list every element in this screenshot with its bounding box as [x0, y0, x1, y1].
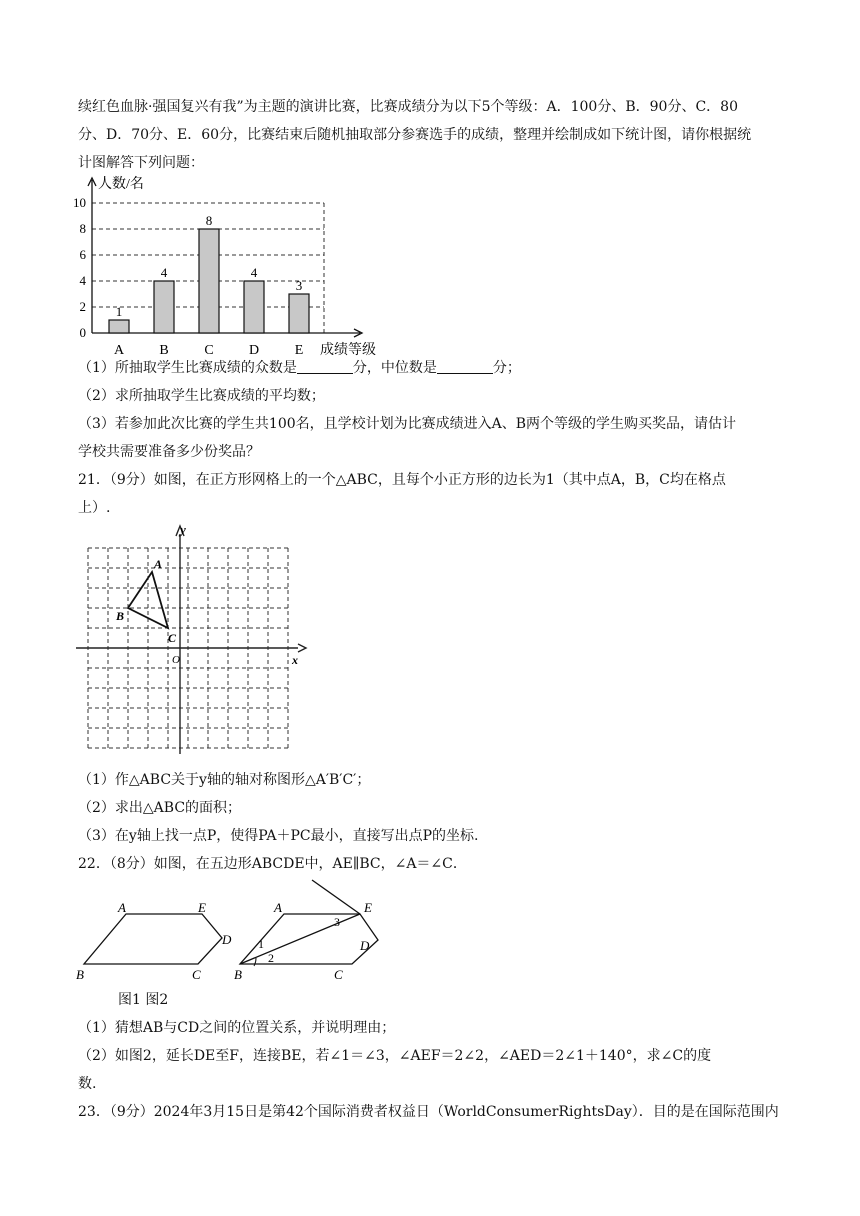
fig2-label-c: C	[334, 967, 343, 982]
point-a-label: A	[154, 557, 163, 571]
q22-sub1: （1）猜想AB与CD之间的位置关系，并说明理由；	[78, 1020, 396, 1036]
q22-stem: 22．（8分）如图，在五边形ABCDE中，AE∥BC，∠A＝∠C．	[78, 856, 467, 872]
q23-stem: 23．（9分）2024年3月15日是第42个国际消费者权益日（WorldConsumerRightsDay）．目的是在国际范围内	[78, 1104, 779, 1120]
fig2-angle-3: 3	[334, 915, 340, 929]
q21-sub1: （1）作△ABC关于y轴的轴对称图形△A′B′C′；	[78, 772, 371, 788]
x-tick-label-C: C	[204, 343, 214, 358]
q20-intro-line-2: 分、D．70分、E．60分，比赛结束后随机抽取部分参赛选手的成绩，整理并绘制成如下统计图，请你根据统	[78, 127, 752, 143]
y-tick-label: 4	[79, 273, 86, 288]
bar-chart	[60, 170, 376, 358]
q21-stem-line-2: 上）.	[78, 500, 111, 516]
q20-sub3-line-1: （3）若参加此次比赛的学生共100名，且学校计划为比赛成绩进入A、B两个等级的学生购买奖品，请估计	[78, 416, 737, 432]
q20-intro-line-1: 续红色血脉·强国复兴有我”为主题的演讲比赛，比赛成绩分为以下5个等级：A．100分、B．90分、C．80	[78, 99, 738, 115]
q20-sub1-part-a: （1）所抽取学生比赛成绩的众数是	[78, 360, 297, 376]
fig2-label-b: B	[234, 967, 242, 982]
bar-B	[154, 281, 174, 333]
median-answer-blank	[437, 359, 493, 374]
point-b-label: B	[116, 609, 125, 623]
fig1-label-a: A	[118, 900, 126, 915]
fig2-label-a: A	[274, 900, 282, 915]
x-tick-label-B: B	[159, 343, 169, 358]
bar-D	[244, 281, 264, 333]
origin-label: O	[172, 654, 180, 666]
chart-y-axis-title: 人数/名	[98, 177, 144, 192]
mode-answer-blank	[297, 359, 353, 374]
bar-A	[109, 320, 129, 333]
data-label-E: 3	[295, 278, 303, 293]
y-tick-label: 0	[79, 325, 86, 340]
data-label-C: 8	[205, 213, 213, 228]
grid-figure	[72, 516, 312, 756]
data-label-B: 4	[160, 265, 168, 280]
data-label-A: 1	[115, 304, 123, 319]
x-tick-label-A: A	[113, 343, 125, 358]
x-tick-label-D: D	[248, 343, 260, 358]
chart-bars	[109, 229, 309, 333]
y-tick-label: 10	[73, 195, 86, 210]
q20-intro-line-3: 计图解答下列问题：	[78, 155, 204, 171]
fig1-label-b: B	[76, 967, 84, 982]
pentagon-figure-1	[72, 882, 232, 982]
y-tick-label: 6	[79, 247, 86, 262]
bar-C	[199, 229, 219, 333]
fig2-angle-1: 1	[258, 937, 264, 951]
q20-sub2: （2）求所抽取学生比赛成绩的平均数；	[78, 388, 325, 404]
y-tick-label: 2	[79, 299, 86, 314]
fig1-label-c: C	[192, 967, 201, 982]
q22-figure-caption: 图1 图2	[118, 992, 169, 1008]
fig2-label-e: E	[364, 900, 372, 915]
chart-axes	[88, 178, 362, 337]
bar-E	[289, 294, 309, 333]
q22-sub2-line-1: （2）如图2，延长DE至F，连接BE，若∠1＝∠3，∠AEF＝2∠2，∠AED＝2∠1＋140°，求∠C的度	[78, 1048, 712, 1064]
q20-sub3-line-2: 学校共需要准备多少份奖品？	[78, 444, 260, 460]
chart-x-axis-title: 成绩等级	[320, 343, 376, 358]
q20-sub1	[78, 358, 521, 378]
y-axis-label: y	[180, 522, 186, 537]
q20-sub1-part-b: 分，中位数是	[352, 360, 437, 376]
q21-stem-line-1: 21．（9分）如图，在正方形网格上的一个△ABC，且每个小正方形的边长为1（其中点A，B，C均在格点	[78, 472, 726, 488]
fig1-label-d: D	[222, 932, 232, 947]
x-axis-arrow-icon	[298, 644, 306, 652]
x-tick-label-E: E	[294, 343, 304, 358]
point-c-label: C	[168, 631, 177, 645]
fig2-extension-ef	[312, 880, 360, 914]
q21-sub3: （3）在y轴上找一点P，使得PA＋PC最小，直接写出点P的坐标.	[78, 828, 479, 844]
fig2-angle-2: 2	[268, 951, 274, 965]
fig1-label-e: E	[198, 900, 206, 915]
fig2-label-d: D	[360, 938, 370, 953]
y-tick-label: 8	[79, 221, 86, 236]
data-label-D: 4	[250, 265, 258, 280]
fig2-angle-arc-icon	[254, 958, 256, 966]
q21-sub2: （2）求出△ABC的面积；	[78, 800, 242, 816]
x-axis-label: x	[292, 653, 298, 667]
pentagon-figure-2	[228, 876, 388, 986]
q20-sub1-part-c: 分；	[492, 360, 521, 376]
q22-sub2-line-2: 数.	[78, 1076, 97, 1092]
